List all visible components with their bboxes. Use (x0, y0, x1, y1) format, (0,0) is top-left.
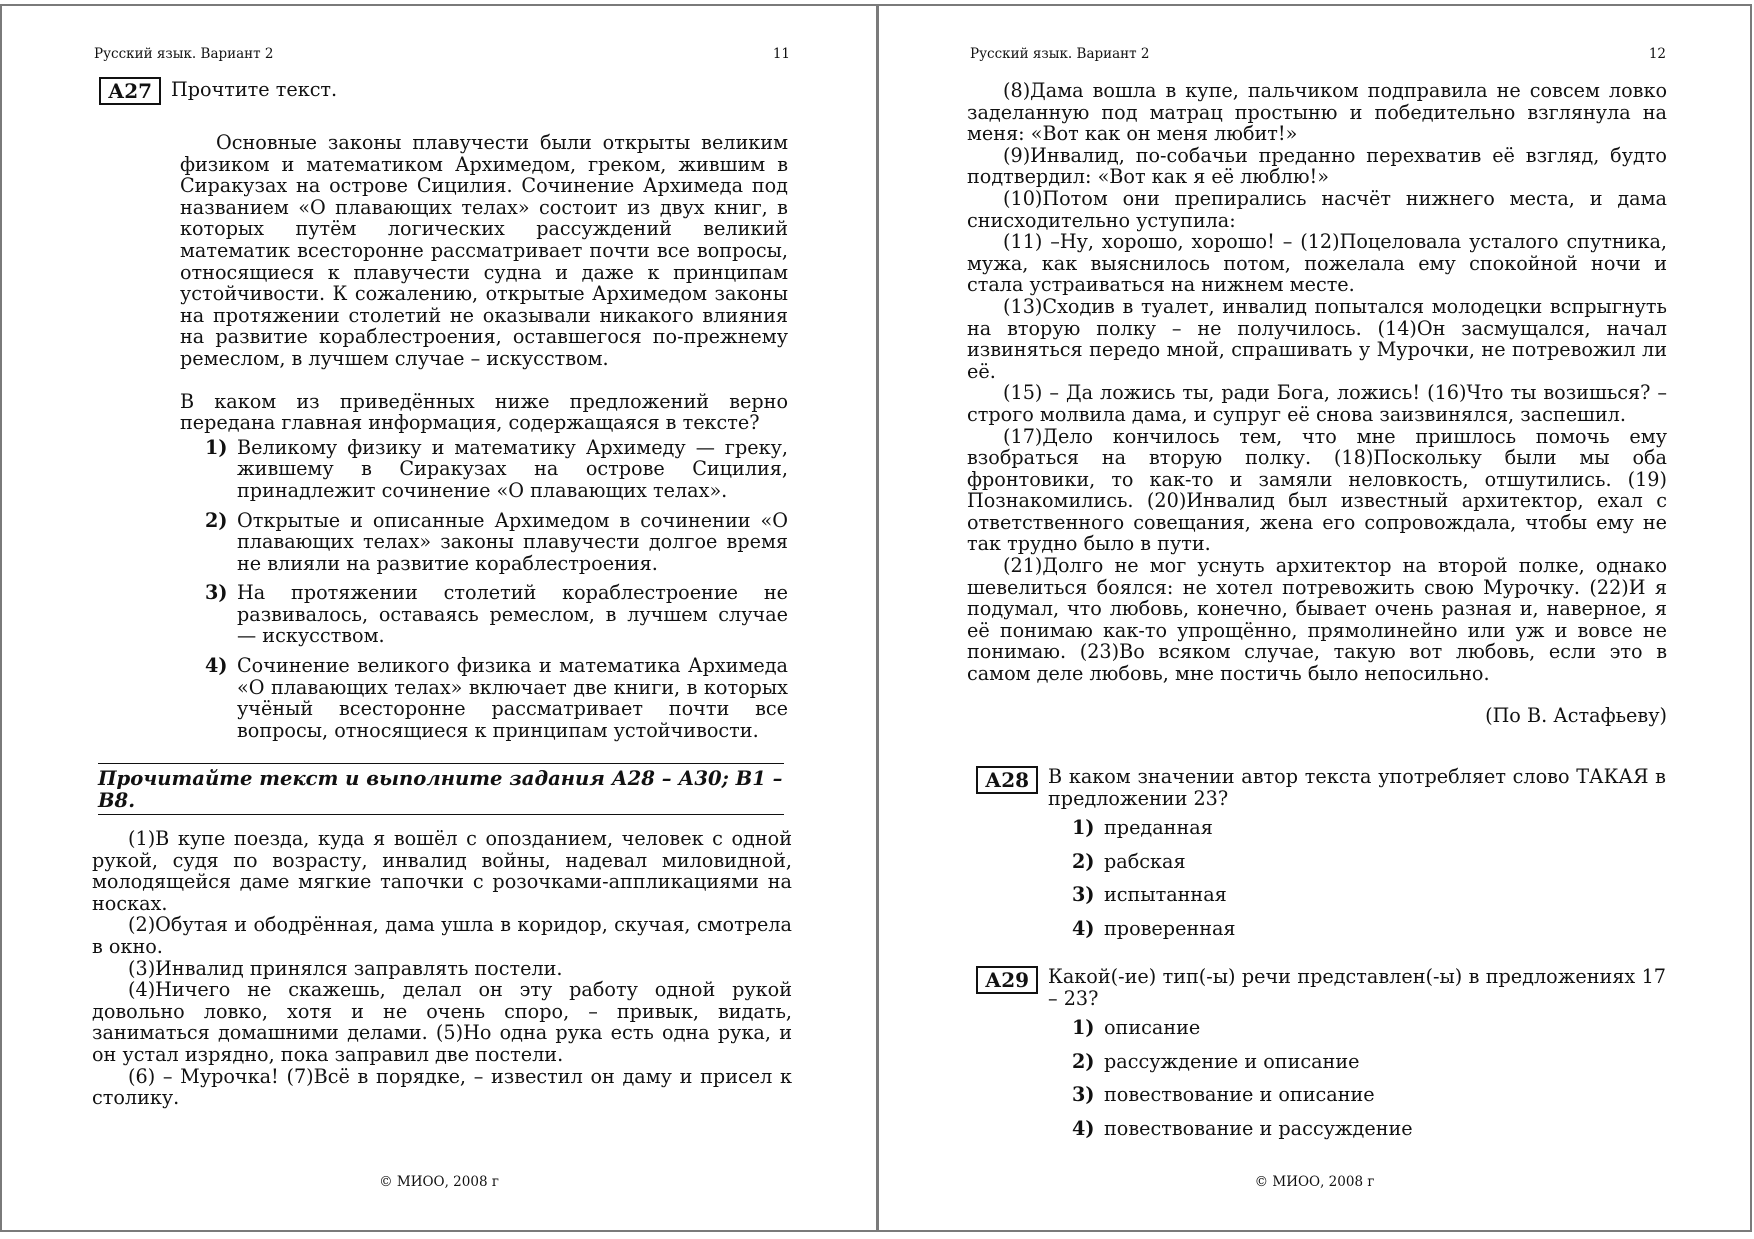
story-paragraph: (1)В купе поезда, куда я вошёл с опозданием, человек с одной рукой, судя по возрасту, инвалид войны, надевал миловидной, молодящейся даме мягкие тапочки с розочками-аппликациями на носках. (92, 827, 792, 915)
a27-options (180, 437, 788, 742)
a28-option-1[interactable] (1072, 817, 1666, 839)
task-a27-header (99, 77, 337, 105)
option-number: 2) (205, 508, 228, 532)
page-footer: © МИОО, 2008 г (1254, 1174, 1375, 1190)
option-number: 2) (1072, 849, 1095, 873)
task-a28-body (1048, 766, 1666, 952)
story-paragraph: (10)Потом они препирались насчёт нижнего места, и дама снисходительно уступила: (967, 186, 1667, 232)
a27-option-4[interactable] (205, 655, 788, 741)
a29-option-2[interactable] (1072, 1051, 1666, 1073)
page-number: 11 (772, 46, 790, 62)
option-number: 4) (1072, 916, 1095, 940)
story-paragraph: (4)Ничего не скажешь, делал он эту работу одной рукой довольно ловко, хотя и не очень споро, – привык, видать, заниматься домашними делами. (5)Но одна рука есть одна рука, и он устал изрядно, пока заправил две постели. (92, 978, 792, 1066)
story-paragraph: (11) –Ну, хорошо, хорошо! – (12)Поцеловала усталого спутника, мужа, как выяснилось потом, пожелала ему спокойной ночи и стала устраиваться на нижнем месте. (967, 230, 1667, 297)
task-a28 (976, 766, 1666, 952)
option-text: Открытые и описанные Архимедом в сочинении «О плавающих телах» законы плавучести долгое время не влияли на развитие кораблестроения. (237, 508, 788, 575)
option-text: повествование и рассуждение (1104, 1116, 1413, 1140)
story-part-1 (92, 828, 792, 1109)
a29-question: Какой(-ие) тип(-ы) речи представлен(-ы) в предложениях 17 – 23? (1048, 965, 1666, 1010)
task-label-a28: А28 (976, 766, 1038, 794)
task-label-a27: А27 (99, 77, 161, 105)
left-page (0, 4, 878, 1232)
option-text: преданная (1104, 816, 1213, 840)
header-title: Русский язык. Вариант 2 (94, 46, 274, 62)
option-text: описание (1104, 1016, 1201, 1040)
a27-passage: Основные законы плавучести были открыты великим физиком и математиком Архимедом, греком, жившим в Сиракузах на острове Сицилия. Сочинение Архимеда под названием «О плавающих телах» состоит из двух книг, в которых путём логических рассуждений великий математик всесторонне рассматривает почти все вопросы, относящиеся к плавучести судна и даже к принципам устойчивости. К сожалению, открытые Архимедом законы на протяжении столетий не оказывали никакого влияния на развитие кораблестроения, оставшегося по-прежнему ремеслом, в лучшем случае – искусством. (180, 131, 788, 370)
a28-options (1048, 817, 1666, 939)
story-paragraph: (17)Дело кончилось тем, что мне пришлось помочь ему взобраться на вторую полку. (18)Поскольку были мы оба фронтовики, то как-то и замяли неловкость, отшутились. (19) Познакомились. (20)Инвалид был известный архитектор, ехал с ответственного совещания, жена его сопровождала, чтобы ему не так трудно было в пути. (967, 424, 1667, 556)
header-title: Русский язык. Вариант 2 (970, 46, 1150, 62)
option-number: 1) (1072, 1016, 1095, 1040)
option-text: повествование и описание (1104, 1083, 1375, 1107)
option-number: 2) (1072, 1049, 1095, 1073)
a29-option-3[interactable] (1072, 1084, 1666, 1106)
option-number: 3) (205, 581, 228, 605)
a28-question: В каком значении автор текста употребляет слово ТАКАЯ в предложении 23? (1048, 765, 1666, 810)
option-number: 4) (1072, 1116, 1095, 1140)
option-number: 3) (1072, 883, 1095, 907)
a29-option-4[interactable] (1072, 1118, 1666, 1140)
a28-option-2[interactable] (1072, 851, 1666, 873)
story-paragraph: (2)Обутая и ободрённая, дама ушла в коридор, скучая, смотрела в окно. (92, 913, 792, 958)
page-number: 12 (1648, 46, 1666, 62)
a27-option-3[interactable] (205, 582, 788, 647)
task-a29 (976, 966, 1666, 1152)
story-paragraph: (15) – Да ложись ты, ради Бога, ложись! (16)Что ты возишься? – строго молвила дама, и супруг её снова заизвинялся, заспешил. (967, 381, 1667, 426)
option-text: испытанная (1104, 883, 1227, 907)
option-text: Великому физику и математику Архимеду — греку, жившему в Сиракузах на острове Сицилия, принадлежит сочинение «О плавающих телах». (237, 435, 788, 502)
story-paragraph: (3)Инвалид принялся заправлять постели. (128, 956, 563, 980)
story-part-2 (967, 80, 1667, 685)
a27-option-2[interactable] (205, 510, 788, 575)
a28-option-3[interactable] (1072, 884, 1666, 906)
option-number: 4) (205, 654, 228, 678)
option-text: рассуждение и описание (1104, 1049, 1360, 1073)
option-number: 1) (205, 435, 228, 459)
task-a29-body (1048, 966, 1666, 1152)
task-a27-prompt: Прочтите текст. (171, 78, 338, 101)
option-number: 1) (1072, 816, 1095, 840)
right-page (877, 4, 1752, 1232)
option-number: 3) (1072, 1083, 1095, 1107)
option-text: Сочинение великого физика и математика Архимеда «О плавающих телах» включает две книги, в которых учёный всесторонне рассматривает почти все вопросы, относящиеся к принципам устойчивости. (237, 654, 788, 742)
task-a27-body (180, 132, 788, 749)
option-text: На протяжении столетий кораблестроение не развивалось, оставаясь ремеслом, в лучшем случае — искусством. (237, 581, 788, 648)
a28-option-4[interactable] (1072, 918, 1666, 940)
task-label-a29: А29 (976, 966, 1038, 994)
instruction-banner: Прочитайте текст и выполните задания А28 – А30; В1 – В8. (98, 763, 784, 815)
a27-option-1[interactable] (205, 437, 788, 502)
option-text: проверенная (1104, 916, 1236, 940)
story-paragraph: (8)Дама вошла в купе, пальчиком подправила не совсем ловко заделанную под матрац простыню и победительно взглянула на меня: «Вот как он меня любит!» (967, 79, 1667, 146)
story-paragraph: (21)Долго не мог уснуть архитектор на второй полке, однако шевелиться боялся: не хотел потревожить свою Мурочку. (22)И я подумал, что любовь, конечно, бывает очень разная и, наверное, я её понимаю как-то упрощённо, прямолинейно или уж и вовсе не понимаю. (23)Во всяком случае, такую вот любовь, если это в самом деле любовь, мне постичь было непосильно. (967, 554, 1667, 686)
attribution: (По В. Астафьеву) (1485, 704, 1667, 727)
story-paragraph: (13)Сходив в туалет, инвалид попытался молодецки вспрыгнуть на вторую полку – не получилось. (14)Он засмущался, начал извиняться передо мной, спрашивать у Мурочки, не потревожил ли её. (967, 294, 1667, 383)
a29-options (1048, 1017, 1666, 1139)
story-paragraph: (6) – Мурочка! (7)Всё в порядке, – известил он даму и присел к столику. (92, 1064, 792, 1110)
story-paragraph: (9)Инвалид, по-собачьи преданно перехватив её взгляд, будто подтвердил: «Вот как я её люблю!» (967, 143, 1667, 189)
page-footer: © МИОО, 2008 г (379, 1174, 499, 1190)
a29-option-1[interactable] (1072, 1017, 1666, 1039)
option-text: рабская (1104, 849, 1186, 873)
a27-question: В каком из приведённых ниже предложений верно передана главная информация, содержащаяся в тексте? (180, 389, 788, 435)
